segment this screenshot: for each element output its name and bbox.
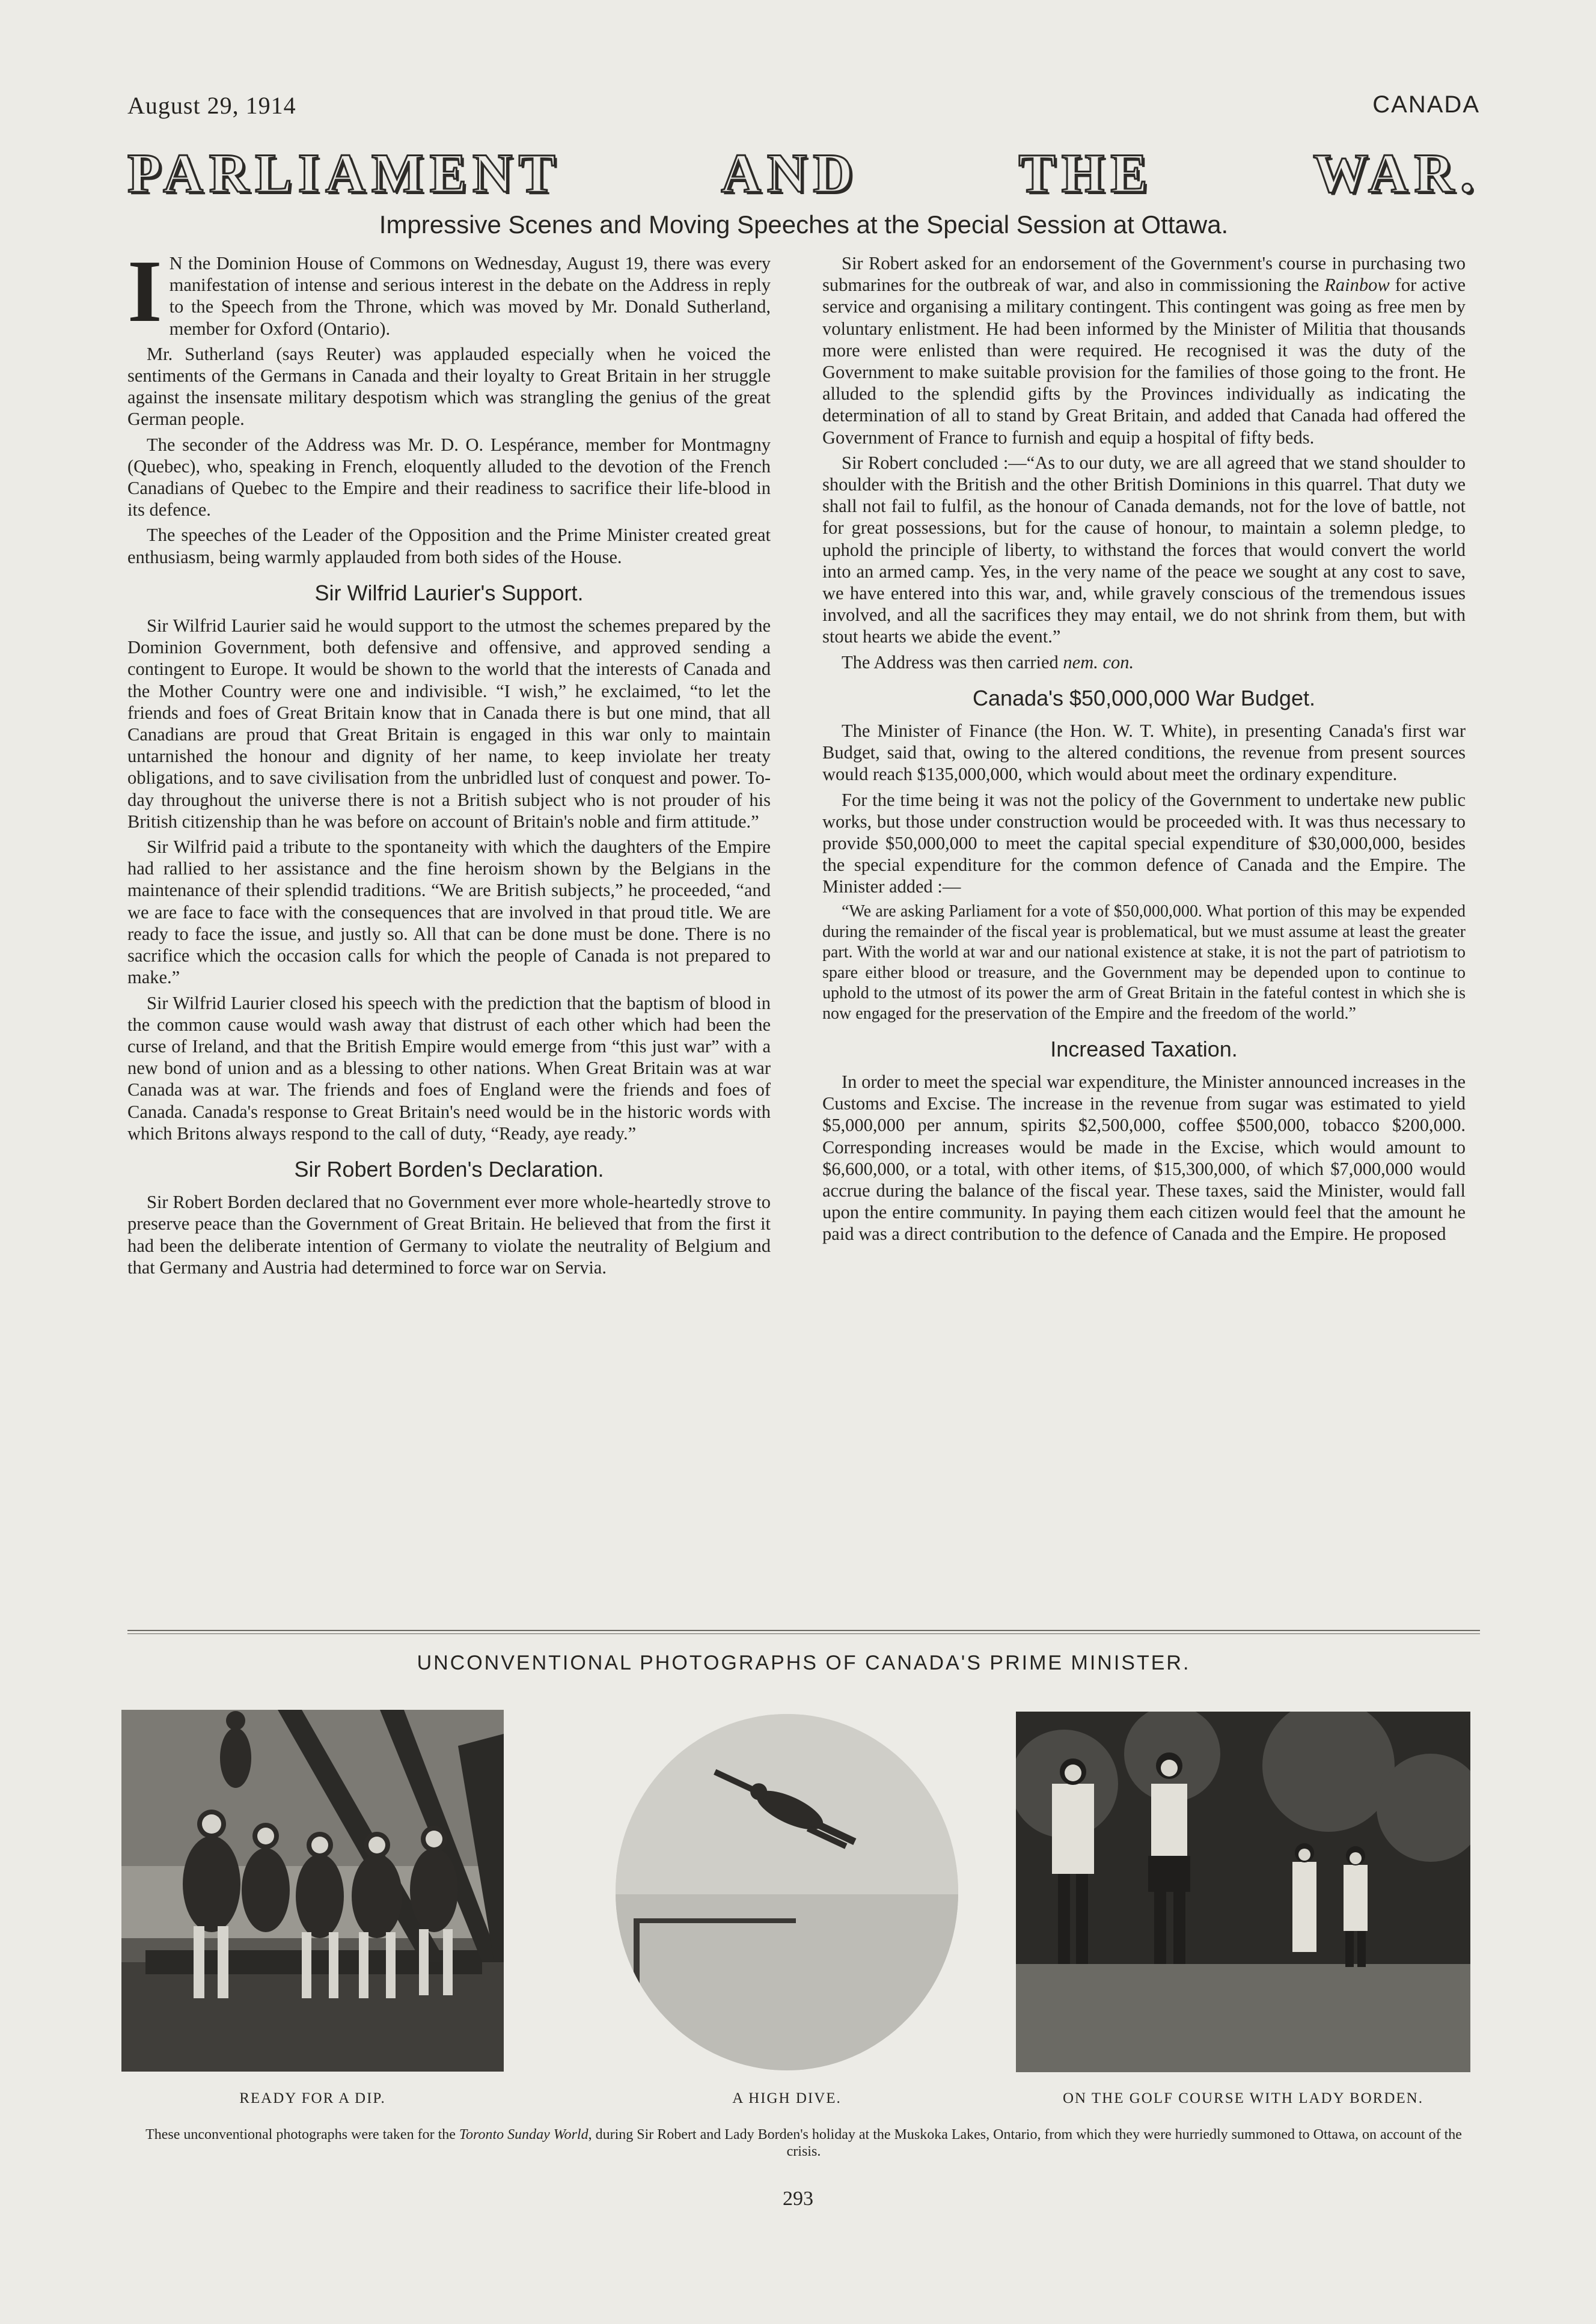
- caption-ready-for-a-dip: READY FOR A DIP.: [239, 2090, 386, 2106]
- paragraph: Sir Wilfrid Laurier closed his speech with the prediction that the baptism of blood in the common cause would wash away that distrust of each other which had been the curse of Ireland, and that the British Empire would emerge from “this just war” with a new bond of union and as a blessing to other nations. When Great Britain was at war Canada was at war. The friends and foes of England were the friends and foes of Canada. Canada's response to Great Britain's need would be in the historic words with which Britons always respond to the call of duty, “Ready, aye ready.”: [127, 992, 771, 1144]
- headline: [127, 143, 1480, 203]
- paragraph: In order to meet the special war expenditure, the Minister announced increases in the Customs and Excise. The increase in the revenue from sugar was estimated to yield $5,000,000 per annum, spirits $2,500,000, coffee $500,000, tobacco $200,000. Corresponding increases would be made in the Excise, which would amount to $6,600,000, or a total, with other items, of $15,300,000, of which $7,000,000 would accrue during the balance of the fiscal year. These taxes, said the Minister, would fall upon the entire community. In paying them each citizen would feel that the amount he paid was a direct contribution to the defence of Canada and the Empire. He proposed: [822, 1071, 1466, 1245]
- subheading-taxation: Increased Taxation.: [1050, 1036, 1238, 1061]
- paragraph: Sir Robert concluded :—“As to our duty, we are all agreed that we stand shoulder to shoulder with the British and the other British Dominions in this quarrel. That duty we shall not fail to fulfil, as the honour of Canada demands, not for the love of battle, not for great possessions, but for the cause of honour, to maintain a solemn pledge, to uphold the principle of liberty, to withstand the forces that would convert the world into an armed camp. Yes, in the very name of the peace we sought at any cost to save, we have entered into this war, and, while gravely conscious of the tremendous issues involved, and all the sacrifices they may entail, we do not shrink from them, but with stout hearts we abide the event.”: [822, 452, 1466, 647]
- paragraph: Sir Robert Borden declared that no Government ever more whole-heartedly strove to preserve peace than the Government of Great Britain. He believed that from the first it had been the deliberate intention of Germany to violate the neutrality of Belgium and that Germany and Austria had determined to force war on Servia.: [127, 1192, 771, 1278]
- paragraph: Sir Wilfrid Laurier said he would support to the utmost the schemes prepared by the Dominion Government, both defensive and offensive, and approved sending a contingent to Europe. It would be shown to the world that the interests of Canada and the Mother Country were one and indivisible. “I wish,” he exclaimed, “to let the friends and foes of Great Britain know that in Canada there is but one mind, that all Canadians are proud that Great Britain is engaged in this war only to maintain untarnished the honour and dignity of her name, to keep inviolate her treaty obligations, and to save civilisation from the unbridled lust of conquest and power. To-day throughout the universe there is not a British subject who is not prouder of his British citizenship than he was before on account of Britain's noble and firm attitude.”: [127, 615, 771, 832]
- page-number: 293: [783, 2188, 813, 2210]
- headline-word: THE: [1018, 142, 1154, 204]
- headline-word: AND: [721, 142, 859, 204]
- paragraph: For the time being it was not the policy of the Government to undertake new public works, but those under construction would be proceeded with. It was thus necessary to provide $50,000,000 to meet the capital special expenditure of $30,000,000, besides the special expenditure for the common defence of Canada and the Empire. The Minister added :—: [822, 789, 1466, 897]
- headline-word: WAR.: [1313, 142, 1480, 204]
- photo-golf-course: [1016, 1712, 1470, 2072]
- article-column-left: [127, 242, 771, 1282]
- photo-ready-for-a-dip-image: [121, 1710, 504, 2072]
- photo-footnote: These unconventional photographs were taken for the Toronto Sunday World, during Sir Robert and Lady Borden's holiday at the Muskoka Lakes, Ontario, from which they were hurriedly summoned to Ottawa, on account of the crisis.: [145, 2127, 1462, 2159]
- photos-title: UNCONVENTIONAL PHOTOGRAPHS OF CANADA'S PRIME MINISTER.: [417, 1652, 1191, 1674]
- article-column-right: [822, 252, 1466, 1249]
- paragraph: The speeches of the Leader of the Opposition and the Prime Minister created great enthusiasm, being warmly applauded from both sides of the House.: [127, 525, 771, 567]
- paragraph: Mr. Sutherland (says Reuter) was applauded especially when he voiced the sentiments of the Germans in Canada and their loyalty to Great Britain in her struggle against the insensate military despotism which was strangling the genius of the great German people.: [127, 343, 771, 430]
- quote-paragraph: “We are asking Parliament for a vote of $50,000,000. What portion of this may be expended during the remainder of the fiscal year is problematical, but we must assume at least the greater part. With the world at war and our national existence at stake, it is not the part of patriotism to spare either blood or treasure, and the Government may be depended upon to continue to uphold to the utmost of its power the arm of Great Britain in the fateful contest in which she is now engaged for the preservation of the Empire and the freedom of the world.”: [822, 901, 1466, 1023]
- paragraph: The Address was then carried nem. con.: [842, 651, 1134, 672]
- subheading-borden: Sir Robert Borden's Declaration.: [294, 1156, 604, 1182]
- section-title: CANADA: [1372, 91, 1480, 118]
- subtitle: Impressive Scenes and Moving Speeches at the Special Session at Ottawa.: [379, 210, 1229, 239]
- paragraph: The Minister of Finance (the Hon. W. T. White), in presenting Canada's first war Budget, said that, owing to the altered conditions, the revenue from present sources would reach $135,000,000, which would about meet the ordinary expenditure.: [822, 721, 1466, 785]
- paragraph: Sir Wilfrid paid a tribute to the spontaneity with which the daughters of the Empire had rallied to her assistance and the fine heroism shown by the Belgians in the maintenance of their splendid traditions. “We are British subjects,” he proceeded, “and we are face to face with the consequences that are involved in that proud title. We are ready to face the issue, and justly so. All that can be done must be done. There is no sacrifice which the occasion calls for which the people of Canada is not prepared to make.”: [127, 837, 771, 988]
- ship-name: Rainbow: [1324, 275, 1390, 296]
- section-divider: [127, 1630, 1480, 1634]
- photo-a-high-dive-image: [616, 1714, 958, 2070]
- paragraph: Sir Robert asked for an endorsement of the Government's course in purchasing two submarines for the outbreak of war, and also in commissioning the Rainbow for active service and organising a military contingent. This contingent was going as free men by voluntary enlistment. He had been informed by the Minister of Militia that thousands more were enlisted than were required. He recognised it was the duty of the Government to make suitable provision for the families of those going to the front. He alluded to the splendid gifts by the Provinces individually as indicating the determination of all to stand by Great Britain, and added that Canada had offered the Government of France to furnish and equip a hospital of fifty beds.: [822, 253, 1466, 448]
- headline-word: PARLIAMENT: [127, 142, 561, 204]
- caption-a-high-dive: A HIGH DIVE.: [732, 2090, 842, 2106]
- caption-golf-course: ON THE GOLF COURSE WITH LADY BORDEN.: [1062, 2090, 1423, 2106]
- page-header: [127, 91, 1480, 127]
- paragraph: I N the Dominion House of Commons on Wednesday, August 19, there was every manifestation of intense and serious interest in the debate on the Address in reply to the Speech from the Throne, which was moved by Mr. Donald Sutherland, member for Oxford (Ontario).: [127, 242, 771, 341]
- subheading-budget: Canada's $50,000,000 War Budget.: [973, 685, 1315, 710]
- drop-cap: I: [127, 242, 162, 341]
- photo-golf-course-image: [1016, 1712, 1470, 2072]
- newspaper-name: Toronto Sunday World: [459, 2127, 589, 2143]
- issue-date: August 29, 1914: [127, 92, 296, 119]
- photo-ready-for-a-dip: [121, 1710, 504, 2072]
- photo-a-high-dive: [616, 1714, 958, 2070]
- paragraph: The seconder of the Address was Mr. D. O. Lespérance, member for Montmagny (Quebec), who, speaking in French, eloquently alluded to the devotion of the French Canadians of Quebec to the Empire and their readiness to sacrifice their life-blood in its defence.: [127, 434, 771, 520]
- subheading-laurier: Sir Wilfrid Laurier's Support.: [314, 580, 584, 605]
